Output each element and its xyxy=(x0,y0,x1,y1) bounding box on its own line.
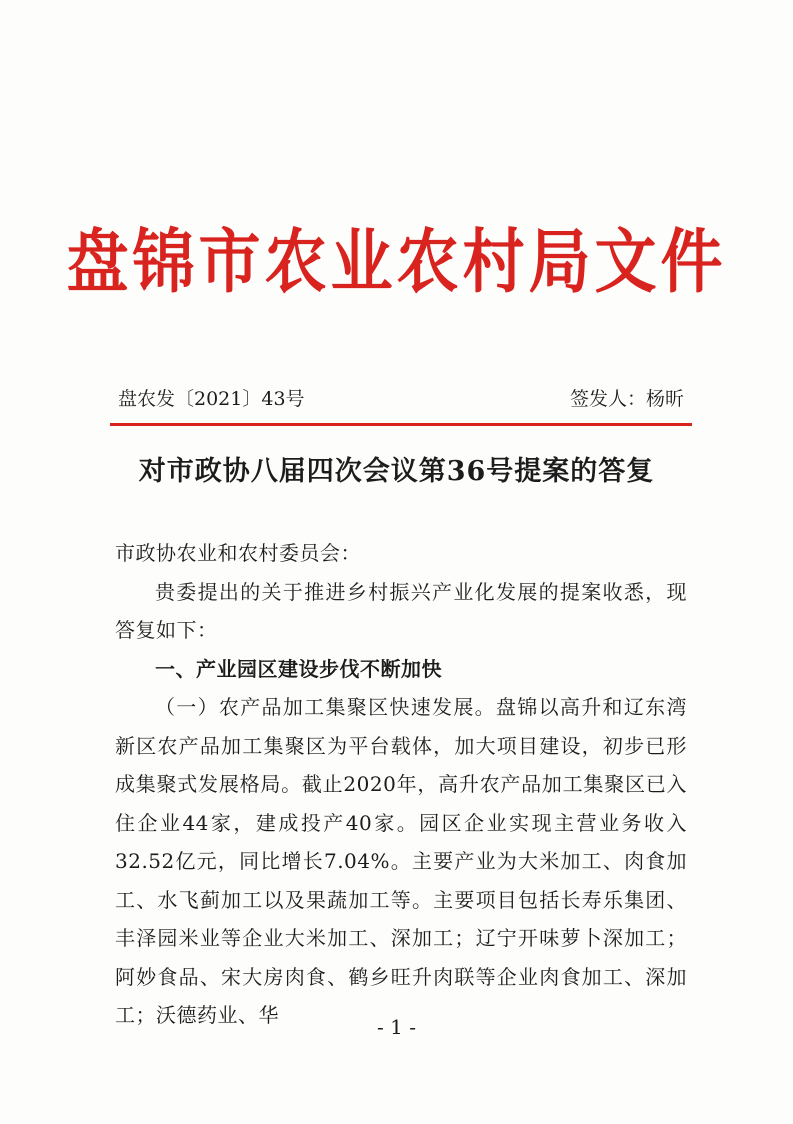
masthead-title: 盘锦市农业农村局文件 xyxy=(66,220,727,303)
salutation: 市政协农业和农村委员会： xyxy=(115,541,361,565)
intro-paragraph: 贵委提出的关于推进乡村振兴产业化发展的提案收悉，现答复如下： xyxy=(115,579,687,642)
document-body xyxy=(115,534,687,1035)
document-number: 盘农发〔2021〕43号 xyxy=(118,388,305,410)
page-number: - 1 - xyxy=(377,1015,416,1039)
section-heading: 一、产业园区建设步伐不断加快 xyxy=(155,656,442,681)
signer: 签发人：杨昕 xyxy=(569,388,684,410)
document-meta-row xyxy=(118,384,684,414)
document-title: 对市政协八届四次会议第36号提案的答复 xyxy=(138,456,655,487)
body-paragraph: （一）农产品加工集聚区快速发展。盘锦以高升和辽东湾新区农产品加工集聚区为平台载体，加大项目建设，初步已形成集聚式发展格局。截止2020年，高升农产品加工集聚区已入住企业44家，建成投产40家。园区企业实现主营业务收入32.52亿元，同比增长7.04%。主要产业为大米加工、肉食加工、水飞蓟加工以及果蔬加工等。主要项目包括长寿乐集团、丰泽园米业等企业大米加工、深加工；辽宁开味萝卜深加工；阿妙食品、宋大房肉食、鹤乡旺升肉联等企业肉食加工、深加工；沃德药业、华 xyxy=(115,695,687,1027)
red-divider-line xyxy=(110,423,692,426)
